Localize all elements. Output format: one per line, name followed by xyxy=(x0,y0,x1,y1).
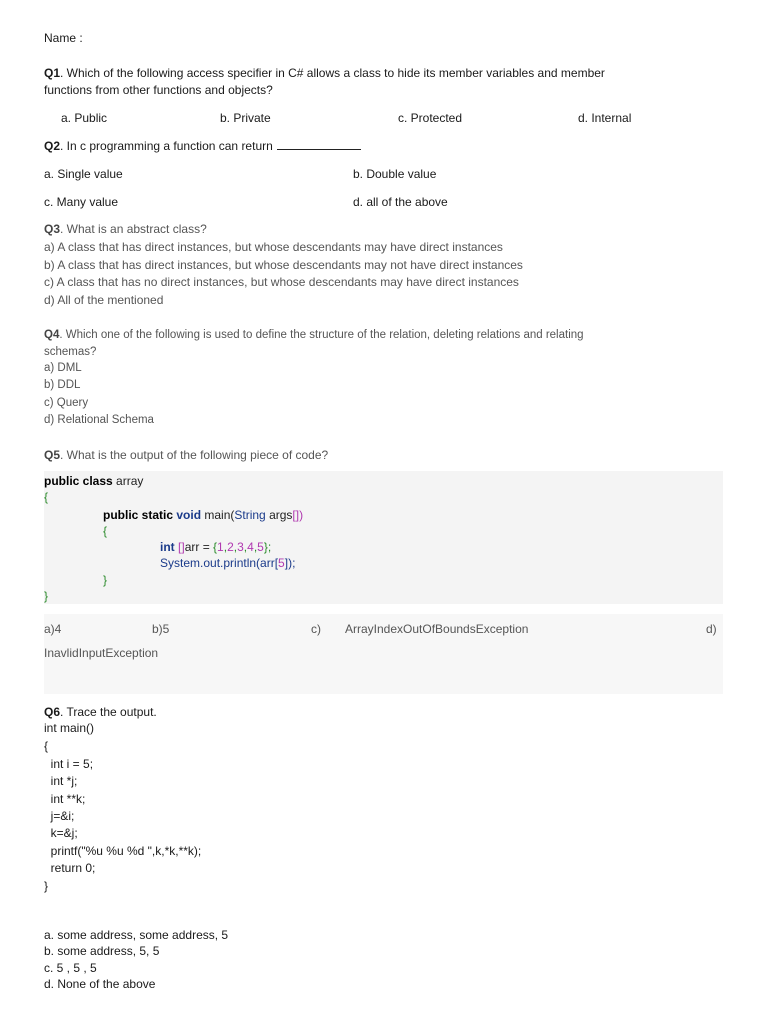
q3-number: Q3 xyxy=(44,222,61,236)
q6-option-d: d. None of the above xyxy=(44,977,156,991)
q6-code-line: { xyxy=(44,739,49,753)
q2-option-b: b. Double value xyxy=(353,167,437,181)
q5-number: Q5 xyxy=(44,448,61,462)
q5-option-d-label: d) xyxy=(706,622,717,636)
code-number: 2 xyxy=(227,540,234,554)
code-keyword-int: int xyxy=(160,540,175,554)
code-keyword: public class xyxy=(44,474,113,488)
q6-option-a: a. some address, some address, 5 xyxy=(44,928,229,942)
q5-code-line-6 xyxy=(160,556,295,570)
q1-number: Q1 xyxy=(44,66,61,80)
code-brackets: [] xyxy=(174,540,185,554)
q6-code-line: j=&i; xyxy=(44,809,75,823)
q5-option-b: b)5 xyxy=(152,622,170,636)
q1-question xyxy=(44,66,605,80)
code-brackets: []) xyxy=(292,508,304,522)
q5-option-c: ArrayIndexOutOfBoundsException xyxy=(345,622,529,636)
q4-option-b: b) DDL xyxy=(44,379,81,391)
code-comma: , xyxy=(253,540,258,554)
q4-option-d: d) Relational Schema xyxy=(44,414,154,426)
q4-text-line2: schemas? xyxy=(44,346,97,358)
code-keyword: public static xyxy=(103,508,174,522)
code-number: 5 xyxy=(257,540,264,554)
code-comma: , xyxy=(233,540,238,554)
q1-option-b: b. Private xyxy=(220,111,271,125)
q3-option-b: b) A class that has direct instances, but whose descendants may not have direct instances xyxy=(44,258,523,272)
code-method: main( xyxy=(201,508,235,522)
q3-option-c: c) A class that has no direct instances, but whose descendants may have direct instances xyxy=(44,275,519,289)
q6-code-line: return 0; xyxy=(44,861,96,875)
code-keyword-void: void xyxy=(176,508,202,522)
code-type: System xyxy=(160,556,201,570)
q2-option-c: c. Many value xyxy=(44,195,119,209)
code-number: 4 xyxy=(247,540,254,554)
q5-code-line-1 xyxy=(44,474,143,488)
q6-code-line: int *j; xyxy=(44,774,78,788)
q6-code-line: int i = 5; xyxy=(44,757,94,771)
q4-text: . Which one of the following is used to define the structure of the relation, deleting relations and relating xyxy=(59,329,584,341)
code-call-end: ]); xyxy=(284,556,296,570)
code-number: 3 xyxy=(237,540,244,554)
q6-code-line: int **k; xyxy=(44,792,86,806)
q5-option-a: a)4 xyxy=(44,622,62,636)
q4-option-c: c) Query xyxy=(44,397,89,409)
q5-code-line-5 xyxy=(160,540,271,554)
q5-text: . What is the output of the following piece of code? xyxy=(60,448,329,462)
q4-option-a: a) DML xyxy=(44,362,82,374)
q1-option-d: d. Internal xyxy=(578,111,632,125)
q6-code-line: int main() xyxy=(44,721,95,735)
q5-code-line-4: { xyxy=(103,524,108,538)
q2-option-a: a. Single value xyxy=(44,167,123,181)
q3-option-d: d) All of the mentioned xyxy=(44,293,164,307)
q2-text: . In c programming a function can return xyxy=(60,139,273,153)
code-args: args xyxy=(265,508,293,522)
q5-code-line-2: { xyxy=(44,490,49,504)
q2-question xyxy=(44,139,361,153)
q6-option-c: c. 5 , 5 , 5 xyxy=(44,961,97,975)
code-class-name: array xyxy=(112,474,144,488)
q6-code-line: printf("%u %u %d ",k,*k,**k); xyxy=(44,844,202,858)
q3-option-a: a) A class that has direct instances, but whose descendants may have direct instances xyxy=(44,240,503,254)
q6-option-b: b. some address, 5, 5 xyxy=(44,944,160,958)
q4-question xyxy=(44,329,584,341)
q5-question xyxy=(44,448,328,462)
code-brace: { xyxy=(213,540,218,554)
code-number: 5 xyxy=(278,556,285,570)
q5-code-line-3 xyxy=(103,508,303,522)
q5-code-line-8: } xyxy=(44,589,49,603)
code-var: arr = xyxy=(184,540,214,554)
q3-question xyxy=(44,222,207,236)
code-number: 1 xyxy=(217,540,224,554)
q3-text: . What is an abstract class? xyxy=(60,222,207,236)
q4-number: Q4 xyxy=(44,329,60,341)
q5-code-line-7: } xyxy=(103,573,108,587)
q5-code-block xyxy=(44,471,723,604)
q1-text: . Which of the following access specifier in C# allows a class to hide its member variables and member xyxy=(60,66,605,80)
code-type: String xyxy=(234,508,266,522)
name-label: Name : xyxy=(44,31,83,45)
q5-option-c-label: c) xyxy=(311,622,321,636)
q2-option-d: d. all of the above xyxy=(353,195,448,209)
code-call: .out.println(arr[ xyxy=(200,556,279,570)
q6-question xyxy=(44,705,157,719)
code-comma: , xyxy=(243,540,248,554)
code-comma: , xyxy=(223,540,228,554)
q2-answer-blank xyxy=(277,148,361,150)
q6-code-line: } xyxy=(44,879,49,893)
q2-number: Q2 xyxy=(44,139,61,153)
q6-number: Q6 xyxy=(44,705,61,719)
q1-option-c: c. Protected xyxy=(398,111,463,125)
code-brace: }; xyxy=(263,540,272,554)
q5-option-d: InavlidInputException xyxy=(44,646,159,660)
q1-text-line2: functions from other functions and objects? xyxy=(44,83,273,97)
q6-code-line: k=&j; xyxy=(44,826,78,840)
q6-text: . Trace the output. xyxy=(60,705,157,719)
q1-option-a: a. Public xyxy=(61,111,108,125)
